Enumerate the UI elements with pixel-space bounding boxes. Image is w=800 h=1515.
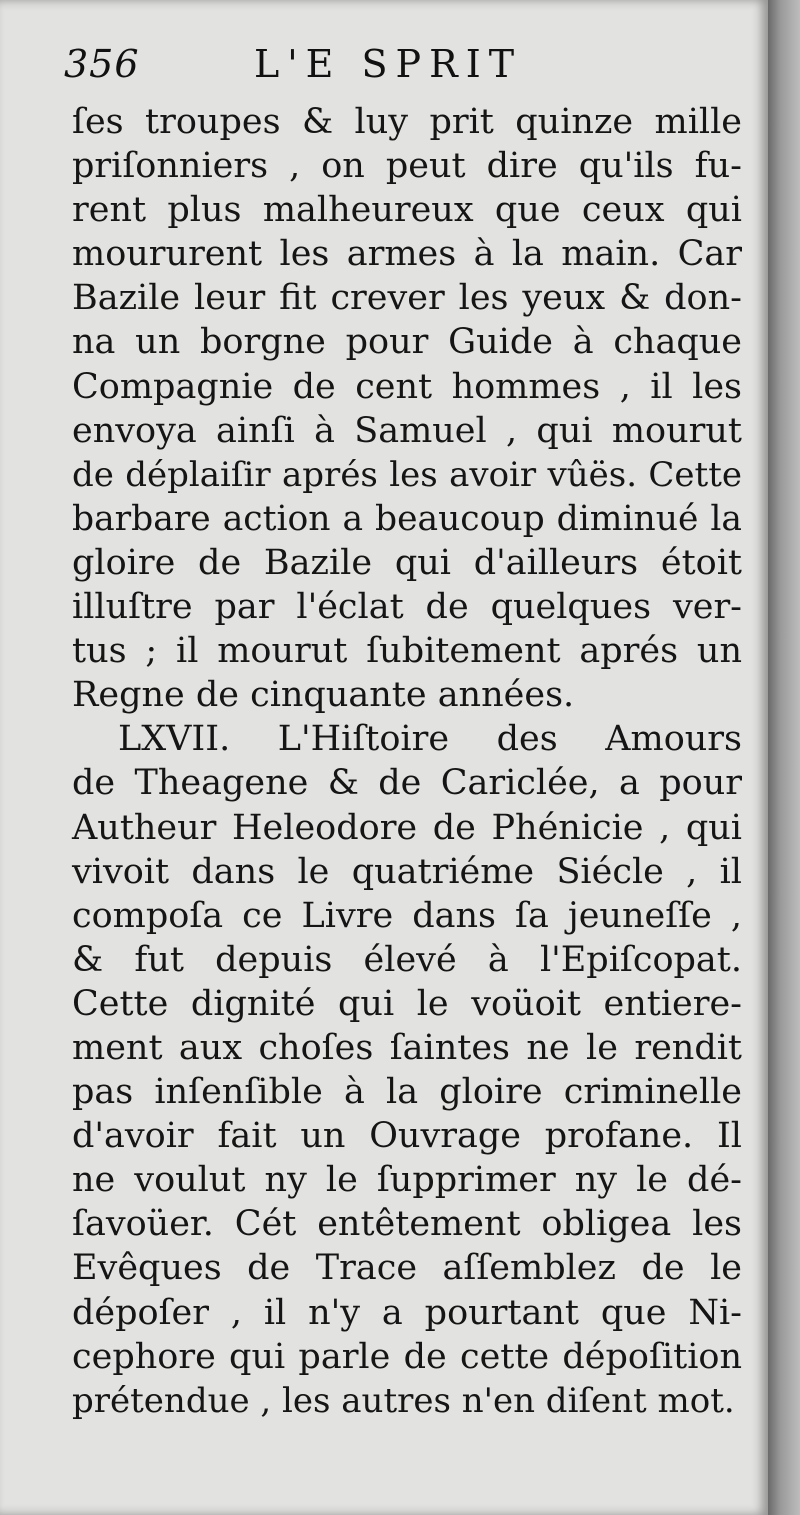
text-line: Bazile leur fit crever les yeux & don- bbox=[72, 278, 742, 319]
text-line: envoya ainſi à Samuel , qui mourut bbox=[72, 410, 742, 451]
text-line: gloire de Bazile qui d'ailleurs étoit bbox=[72, 542, 742, 583]
text-line: Regne de cinquante années. bbox=[72, 675, 575, 716]
text-line: de Theagene & de Cariclée, a pour bbox=[72, 763, 742, 804]
text-line: & fut depuis élevé à l'Epiſcopat. bbox=[72, 939, 742, 980]
text-line: priſonniers , on peut dire qu'ils fu- bbox=[72, 146, 742, 187]
text-line: Evêques de Trace aſſemblez de le bbox=[72, 1248, 742, 1289]
text-line: ment aux choſes ſaintes ne le rendit bbox=[72, 1027, 742, 1068]
text-line: prétendue , les autres n'en diſent mot. bbox=[72, 1380, 735, 1421]
text-line: moururent les armes à la main. Car bbox=[72, 234, 742, 275]
page-edge-shadow bbox=[768, 0, 800, 1515]
text-line: Cette dignité qui le voüoit entiere- bbox=[72, 983, 742, 1024]
page-header bbox=[64, 36, 744, 96]
text-line: compoſa ce Livre dans ſa jeuneſſe , bbox=[72, 895, 742, 936]
text-line: d'avoir fait un Ouvrage profane. Il bbox=[72, 1116, 742, 1157]
section-start-line: LXVII. L'Hiſtoire des Amours bbox=[118, 719, 742, 760]
page-number: 356 bbox=[64, 42, 140, 86]
text-line: rent plus malheureux que ceux qui bbox=[72, 190, 742, 231]
text-line: Compagnie de cent hommes , il les bbox=[72, 366, 742, 407]
text-line: barbare action a beaucoup diminué la bbox=[72, 498, 742, 539]
text-line: illuſtre par l'éclat de quelques ver- bbox=[72, 587, 742, 628]
text-line: ſes troupes & luy prit quinze mille bbox=[72, 102, 742, 142]
text-line: na un borgne pour Guide à chaque bbox=[72, 322, 742, 363]
text-line: pas inſenſible à la gloire criminelle bbox=[72, 1072, 742, 1113]
text-line: Autheur Heleodore de Phénicie , qui bbox=[72, 807, 742, 848]
text-line: cephore qui parle de cette dépoſition bbox=[72, 1336, 742, 1377]
text-line: dépoſer , il n'y a pourtant que Ni- bbox=[72, 1292, 742, 1333]
running-head: L'E SPRIT bbox=[254, 42, 523, 86]
text-line: vivoit dans le quatriéme Siécle , il bbox=[72, 851, 742, 892]
text-line: ne voulut ny le ſupprimer ny le dé- bbox=[72, 1160, 742, 1201]
text-line: de déplaiſir aprés les avoir vûës. Cette bbox=[72, 454, 742, 495]
body-text bbox=[72, 100, 742, 1423]
text-line: ſavoüer. Cét entêtement obligea les bbox=[72, 1204, 742, 1245]
text-line: tus ; il mourut ſubitement aprés un bbox=[72, 631, 742, 672]
